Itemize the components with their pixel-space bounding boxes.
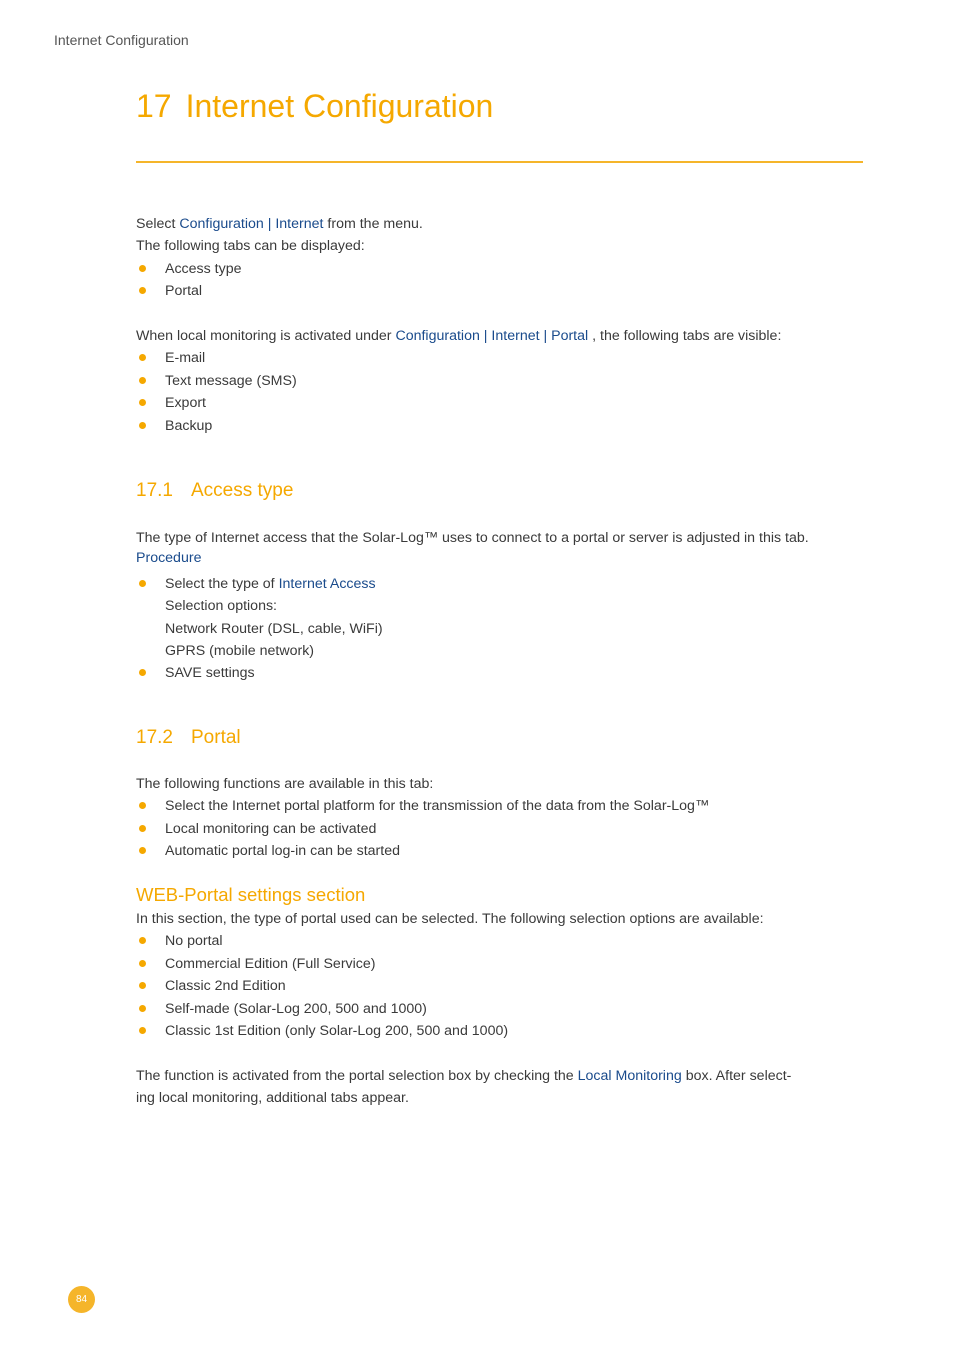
bullet-icon xyxy=(139,1005,146,1012)
list-item: Automatic portal log-in can be started xyxy=(136,840,876,862)
bullet-icon xyxy=(139,287,146,294)
option-item: Network Router (DSL, cable, WiFi) xyxy=(165,620,383,637)
portal-functions-block xyxy=(136,773,876,863)
closing-paragraph xyxy=(136,1065,876,1110)
web-portal-block xyxy=(136,908,876,1042)
list-item: Text message (SMS) xyxy=(136,370,876,392)
bullet-icon xyxy=(139,937,146,944)
list-item: Self-made (Solar-Log 200, 500 and 1000) xyxy=(136,998,876,1020)
list-item: Export xyxy=(136,392,876,414)
closing-line-2: ing local monitoring, additional tabs appear. xyxy=(136,1090,409,1107)
list-item: Select the type of Internet Access xyxy=(136,573,876,595)
bullet-icon xyxy=(139,982,146,989)
bullet-icon xyxy=(139,960,146,967)
list-item: Classic 1st Edition (only Solar-Log 200, 500 and 1000) xyxy=(136,1020,876,1042)
internet-access-link[interactable]: Internet Access xyxy=(278,575,376,592)
closing-line-1: The function is activated from the portal selection box by checking the Local Monitoring box. After select- xyxy=(136,1068,792,1084)
section-heading-access-type: 17.1 Access type xyxy=(136,480,294,501)
bullet-icon xyxy=(139,825,146,832)
list-item: E-mail xyxy=(136,347,876,369)
bullet-icon xyxy=(139,580,146,587)
bullet-icon xyxy=(139,847,146,854)
functions-intro: The following functions are available in this tab: xyxy=(136,776,434,792)
title-divider xyxy=(136,161,863,163)
local-monitoring-link[interactable]: Local Monitoring xyxy=(577,1068,682,1084)
bullet-icon xyxy=(139,354,146,361)
intro-select-line xyxy=(136,213,876,235)
bullet-icon xyxy=(139,265,146,272)
list-item: SAVE settings xyxy=(136,662,876,684)
tabs-intro: The following tabs can be displayed: xyxy=(136,238,365,255)
option-item: GPRS (mobile network) xyxy=(165,643,315,660)
access-type-block xyxy=(136,527,876,685)
bullet-icon xyxy=(139,422,146,429)
list-item: Access type xyxy=(136,258,876,280)
section-heading-portal: 17.2 Portal xyxy=(136,727,241,748)
list-item: Select the Internet portal platform for the transmission of the data from the Solar-Log™ xyxy=(136,795,876,817)
web-portal-intro: In this section, the type of portal used can be selected. The following selection options are available: xyxy=(136,911,764,927)
list-item: Local monitoring can be activated xyxy=(136,818,876,840)
bullet-icon xyxy=(139,802,146,809)
local-path-link[interactable]: Configuration | Internet | Portal xyxy=(395,328,589,344)
procedure-label: Procedure xyxy=(136,550,202,567)
options-label: Selection options: xyxy=(165,598,277,615)
bullet-icon xyxy=(139,377,146,384)
list-item: Classic 2nd Edition xyxy=(136,975,876,997)
local-monitoring-line: When local monitoring is activated under Configuration | Internet | Portal , the following tabs are visible: xyxy=(136,328,782,344)
list-item: Portal xyxy=(136,280,876,302)
bullet-icon xyxy=(139,669,146,676)
intro-select-suffix: from the menu. xyxy=(327,216,423,232)
intro-select-prefix: Select xyxy=(136,216,176,232)
list-item: Commercial Edition (Full Service) xyxy=(136,953,876,975)
intro-block xyxy=(136,213,876,303)
bullet-icon xyxy=(139,1027,146,1034)
menu-path-link[interactable]: Configuration | Internet xyxy=(179,216,324,232)
access-type-description: The type of Internet access that the Solar-Log™ uses to connect to a portal or server is adjusted in this tab. xyxy=(136,530,809,546)
list-item: Backup xyxy=(136,415,876,437)
chapter-title-text: Internet Configuration xyxy=(185,88,494,124)
bullet-icon xyxy=(139,399,146,406)
chapter-title xyxy=(136,88,493,125)
local-monitoring-block xyxy=(136,325,876,437)
web-portal-heading: WEB-Portal settings section xyxy=(136,884,366,905)
list-item: No portal xyxy=(136,930,876,952)
chapter-number: 17 xyxy=(136,88,172,124)
page-number-badge: 84 xyxy=(68,1286,95,1313)
running-header: Internet Configuration xyxy=(54,32,189,48)
